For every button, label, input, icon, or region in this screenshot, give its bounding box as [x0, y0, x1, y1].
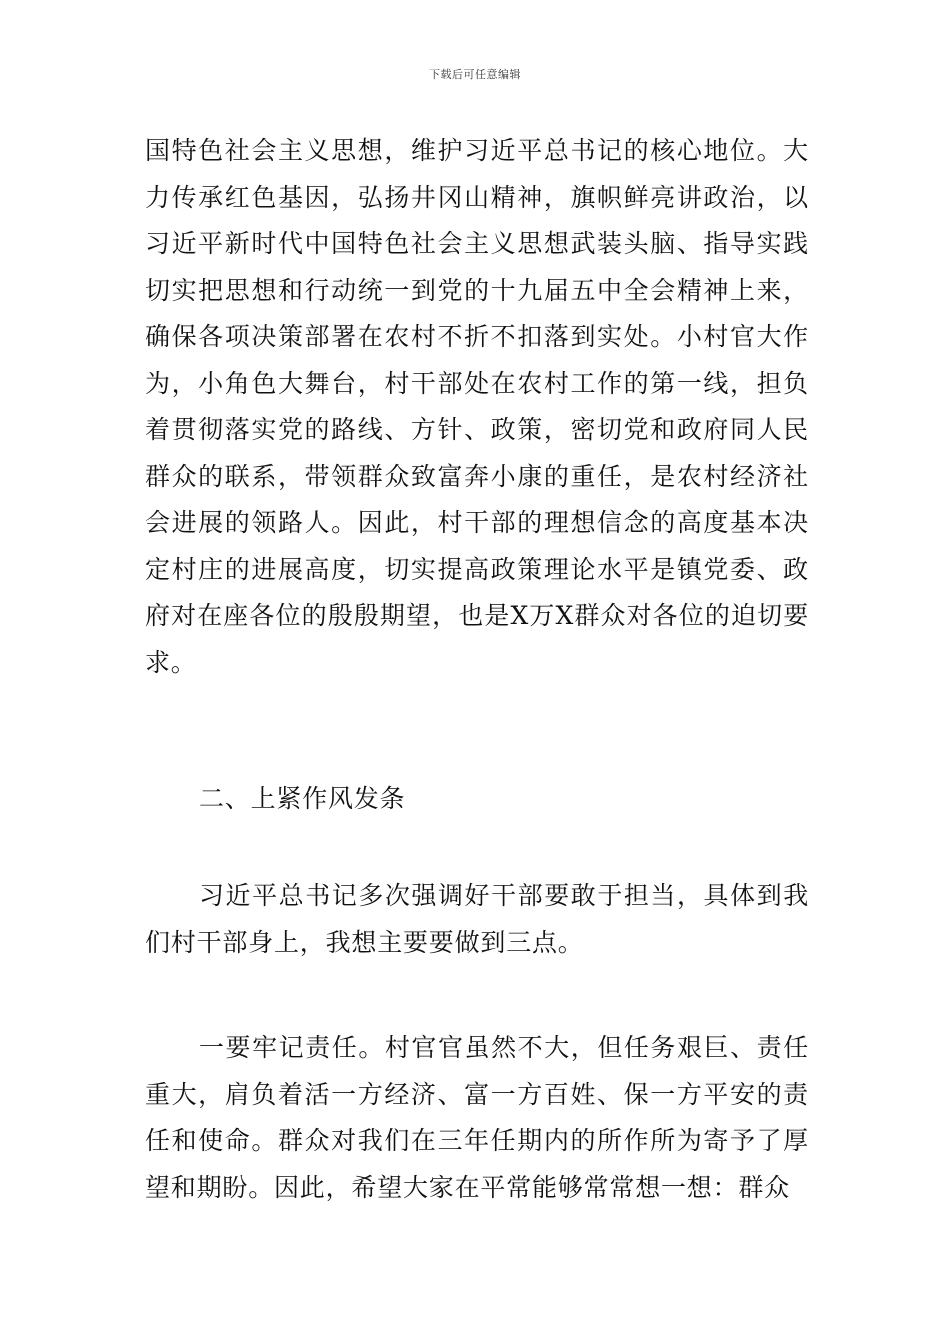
section-heading: 二、上紧作风发条: [199, 784, 406, 813]
paragraph-continued: 国特色社会主义思想，维护习近平总书记的核心地位。大力传承红色基因，弘扬井冈山精神，旗帜鲜亮讲政治，以习近平新时代中国特色社会主义思想武装头脑、指导实践切实把思想和行动统一到党的十九届五中全会精神上来，确保各项决策部署在农村不折不扣落到实处。小村官大作为，小角色大舞台，村干部处在农村工作的第一线，担负着贯彻落实党的路线、方针、政策，密切党和政府同人民群众的联系，带领群众致富奔小康的重任，是农村经济社会进展的领路人。因此，村干部的理想信念的高度基本决定村庄的进展高度，切实提高政策理论水平是镇党委、政府对在座各位的殷殷期望，也是X万X群众对各位的迫切要求。: [145, 136, 809, 677]
paragraph-point-one: 一要牢记责任。村官官虽然不大，但任务艰巨、责任重大，肩负着活一方经济、富一方百姓、保一方平安的责任和使命。群众对我们在三年任期内的所作所为寄予了厚望和期盼。因此，希望大家在平常能够常常想一想：群众: [145, 1033, 809, 1202]
page-header-note: 下载后可任意编辑: [429, 68, 521, 81]
paragraph-intro: 习近平总书记多次强调好干部要敢于担当，具体到我们村干部身上，我想主要要做到三点。: [145, 881, 809, 957]
